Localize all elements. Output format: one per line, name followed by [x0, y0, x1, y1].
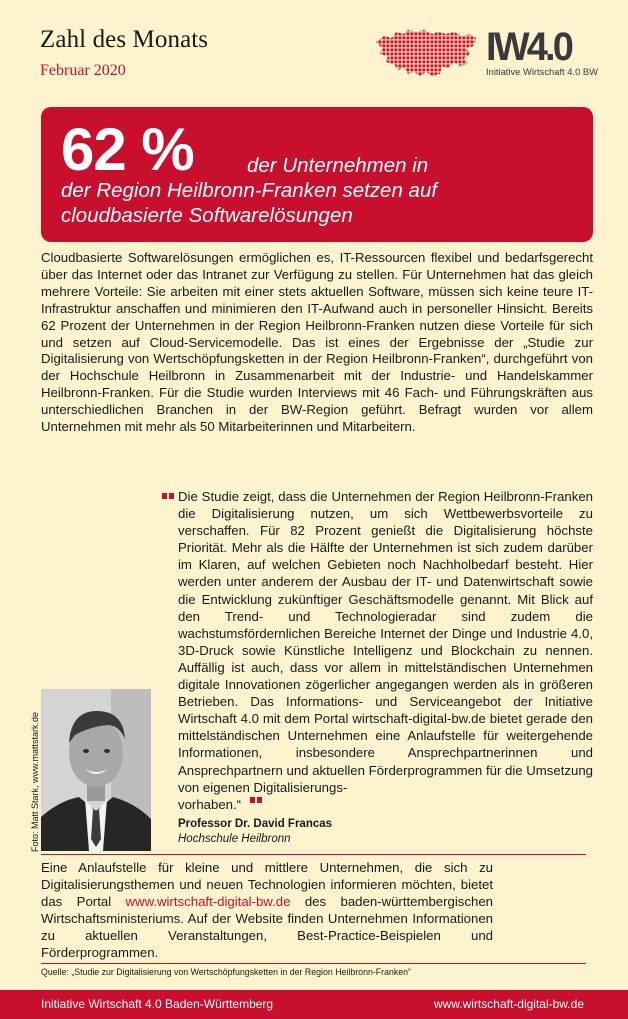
closing-text-before: Eine Anlaufstelle für kleine und mittlere Unternehmen, die sich zu Digitalisierungsthemen und neuen Technologien informieren möchten, bietet das Portal [41, 860, 493, 909]
source-note: Quelle: „Studie zur Digitalisierung von Wertschöpfungsketten in der Region Heilbronn-Franken“ [41, 967, 411, 977]
author-portrait [41, 689, 151, 851]
divider-bottom [41, 963, 586, 964]
expert-quote [178, 488, 593, 813]
banner-percentage: 62 % [61, 116, 194, 183]
portal-link[interactable]: www.wirtschaft-digital-bw.de [125, 894, 291, 909]
banner-line-2: der Region Heilbronn-Franken setzen auf [61, 179, 438, 202]
closing-paragraph [41, 859, 493, 961]
highlight-banner [41, 107, 593, 242]
footer-organization: Initiative Wirtschaft 4.0 Baden-Württemberg [41, 997, 274, 1011]
footer-website-link[interactable]: www.wirtschaft-digital-bw.de [433, 997, 584, 1011]
portrait-image-icon [41, 689, 151, 851]
closing-text-after: des baden-württembergischen Wirtschaftsministeriums. Auf der Website finden Unternehmen Informationen zu aktuellen Veranstaltungen, Best-Practice-Beispielen und Förderprogrammen. [41, 894, 493, 960]
footer-bar [0, 990, 628, 1019]
quote-last-line: vorhaben.“ [178, 796, 242, 812]
banner-line-3: cloudbasierte Softwarelösungen [61, 204, 353, 227]
iw40-logo-mark: IW4.0 [486, 25, 572, 69]
intro-paragraph: Cloudbasierte Softwarelösungen ermöglichen es, IT-Ressourcen flexibel und bedarfsgerecht über das Internet oder das Intranet zur Verfügung zu stellen. Für Unternehmen hat das gleich mehrere Vorteile: Sie arbeiten mit einer stets aktuellen Software, müssen sich keine teure IT-Infrastruktur anschaffen und minimieren den IT-Aufwand auch in personeller Hinsicht. Bereits 62 Prozent der Unternehmen in der Region Heilbronn-Franken nutzen diese Vorteile für sich und setzen auf Cloud-Servicemodelle. Das ist eines der Ergebnisse der „Studie zur Digitalisierung von Wertschöpfungsketten in der Region Heilbronn-Franken“, durchgeführt von der Hochschule Heilbronn in Zusammenarbeit mit der Industrie- und Handelskammer Heilbronn-Franken. Für die Studie wurden Interviews mit 46 Fach- und Führungskräften aus unterschiedlichen Branchen in der BW-Region geführt. Befragt wurden vor allem Unternehmen mit mehr als 50 Mitarbeiterinnen und Mitarbeitern. [41, 250, 593, 435]
lion-map-logo-icon [374, 28, 478, 78]
page-title: Zahl des Monats [40, 26, 209, 53]
iw40-logo-caption: Initiative Wirtschaft 4.0 BW [486, 66, 599, 77]
banner-line-1: der Unternehmen in [247, 154, 429, 177]
page-date: Februar 2020 [40, 62, 126, 79]
iw40-logo [486, 25, 599, 79]
quote-open-icon [162, 493, 174, 499]
photo-credit: Foto: Matt Stark, www.mattstark.de [30, 711, 40, 852]
quote-author-name: Professor Dr. David Francas [178, 818, 333, 830]
quote-close-icon [250, 797, 262, 803]
quote-body: Die Studie zeigt, dass die Unternehmen der Region Heilbronn-Franken die Digitalisierung nutzen, um sich Wettbewerbsvorteile zu verschaffen. Für 82 Prozent genießt die Digitalisierung höchste Priorität. Mehr als die Hälfte der Unternehmen ist sich zudem darüber im Klaren, auf welchen Gebieten noch Nachholbedarf besteht. Hier werden unter anderem der Ausbau der IT- und Datenwirtschaft sowie die Entwicklung zukünftiger Geschäftsmodelle genannt. Mit Blick auf den Trend- und Technologieradar sind zudem die wachstumsfördernlichen Bereiche Internet der Dinge und Industrie 4.0, 3D-Druck sowie Künstliche Intelligenz und Blockchain zu nennen. Auffällig ist auch, dass vor allem in mittelständischen Unternehmen digitale Innovationen zögerlicher angegangen werden als in größeren Betrieben. Das Informations- und Serviceangebot der Initiative Wirtschaft 4.0 mit dem Portal wirtschaft-digital-bw.de bietet gerade den mittelständischen Unternehmen eine Anlaufstelle für weitergehende Informationen, insbesondere Ansprechpartnerinnen und Ansprechpartnern und aktuellen Förderprogrammen für die Umsetzung von eigenen Digitalisierungs- [178, 489, 593, 795]
divider-top [41, 854, 586, 855]
quote-author-organization: Hochschule Heilbronn [178, 833, 291, 845]
